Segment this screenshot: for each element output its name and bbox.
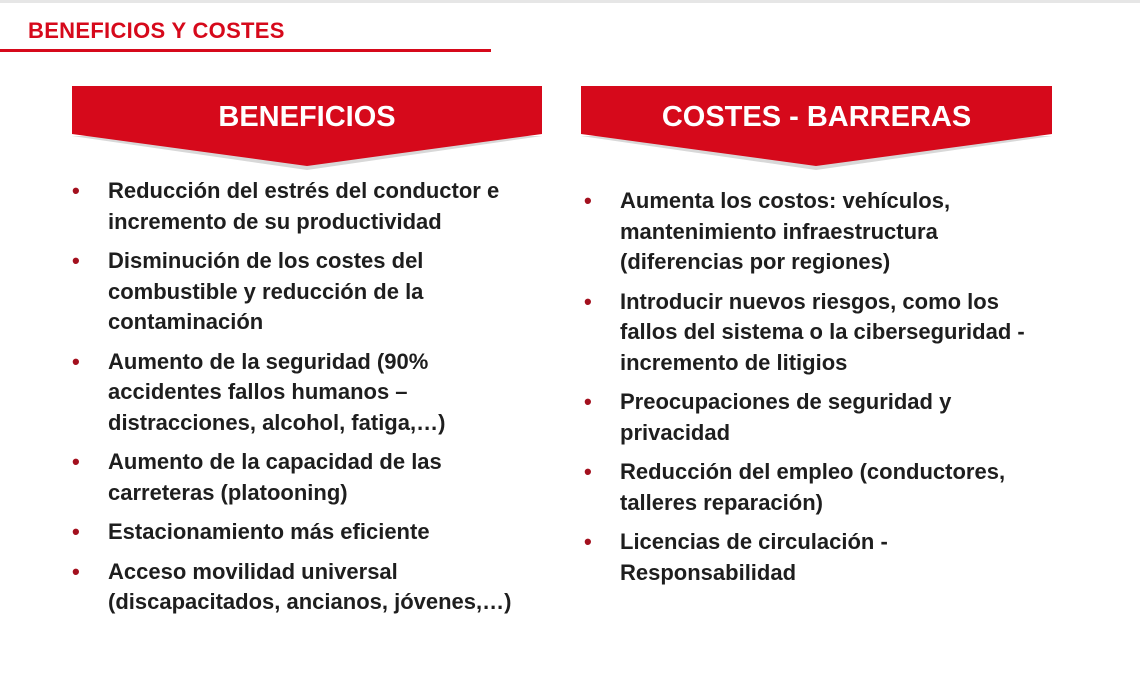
list-item-text: Aumento de la seguridad (90% accidentes fallos humanos – distracciones, alcohol, fatiga,…) xyxy=(108,348,446,435)
bullet-icon: • xyxy=(72,558,80,584)
list-item xyxy=(584,287,1054,379)
list-item xyxy=(72,447,512,508)
list-item-text: Licencias de circulación - Responsabilidad xyxy=(620,529,888,585)
list-item xyxy=(72,176,512,237)
bullet-icon: • xyxy=(72,519,80,544)
list-item xyxy=(584,186,1054,278)
list-item-text: Acceso movilidad universal (discapacitados, ancianos, jóvenes,…) xyxy=(108,558,512,614)
list-item-text: Aumento de la capacidad de las carreteras (platooning) xyxy=(108,449,442,505)
top-border xyxy=(0,0,1140,3)
list-item xyxy=(72,347,512,439)
list-item-text: Reducción del estrés del conductor e incremento de su productividad xyxy=(108,178,500,234)
slide-title: BENEFICIOS Y COSTES xyxy=(28,18,285,43)
bullet-icon: • xyxy=(584,529,592,554)
list-item-text: Estacionamiento más eficiente xyxy=(108,519,430,544)
list-item-text: Disminución de los costes del combustible y reducción de la contaminación xyxy=(108,248,424,334)
costs-banner xyxy=(581,86,1052,172)
list-item xyxy=(584,387,1054,448)
list-item xyxy=(584,457,1054,518)
bullet-icon: • xyxy=(584,288,592,314)
list-item-text: Preocupaciones de seguridad y privacidad xyxy=(620,389,952,445)
list-item xyxy=(584,527,1054,588)
benefits-list xyxy=(72,176,512,627)
bullet-icon: • xyxy=(72,248,80,273)
list-item-text: Introducir nuevos riesgos, como los fallos del sistema o la ciberseguridad - incremento de litigios xyxy=(620,288,1025,375)
bullet-icon: • xyxy=(584,389,592,414)
list-item xyxy=(72,246,512,338)
benefits-heading: BENEFICIOS xyxy=(218,101,396,133)
title-underline xyxy=(0,49,491,52)
bullet-icon: • xyxy=(584,459,592,484)
bullet-icon: • xyxy=(72,449,80,474)
bullet-icon: • xyxy=(72,178,80,203)
list-item xyxy=(72,517,512,548)
costs-heading: COSTES - BARRERAS xyxy=(661,101,972,133)
bullet-icon: • xyxy=(72,348,80,374)
benefits-banner xyxy=(72,86,542,172)
list-item-text: Aumenta los costos: vehículos, mantenimiento infraestructura (diferencias por regiones) xyxy=(620,188,951,274)
list-item xyxy=(72,557,512,618)
bullet-icon: • xyxy=(584,188,592,213)
list-item-text: Reducción del empleo (conductores, talleres reparación) xyxy=(620,459,1006,515)
costs-list xyxy=(584,186,1054,597)
